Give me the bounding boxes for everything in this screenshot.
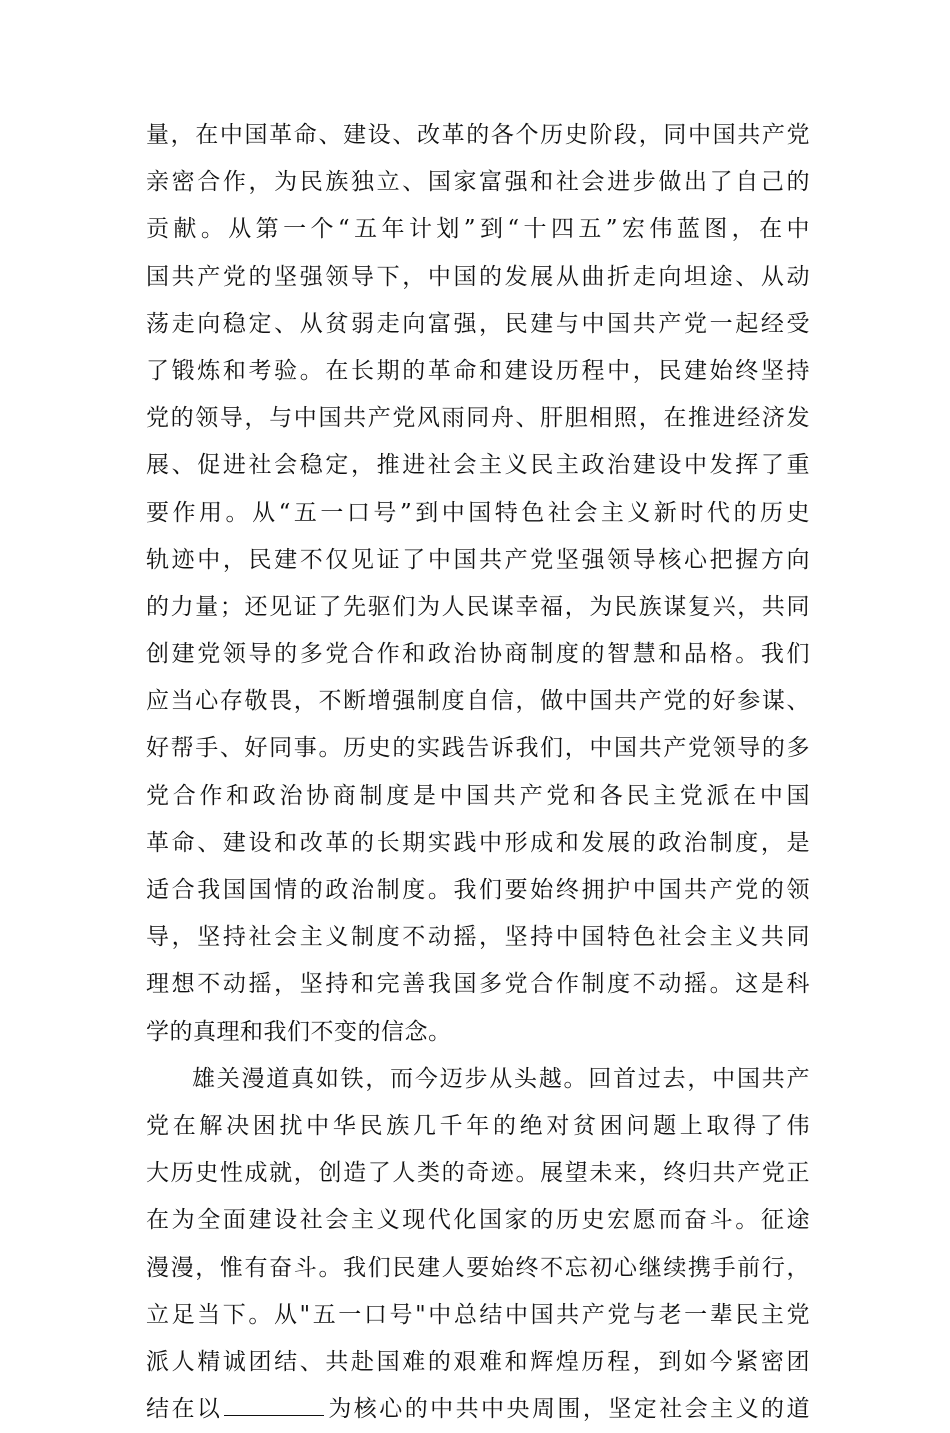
paragraph-line: 派人精诚团结、共赴国难的艰难和辉煌历程，到如今紧密团 — [146, 1348, 810, 1375]
paragraph-line: 党在解决困扰中华民族几千年的绝对贫困问题上取得了伟 — [146, 1112, 810, 1139]
document-body — [146, 112, 810, 1433]
paragraph-line: 雄关漫道真如铁，而今迈步从头越。回首过去，中国共产 — [192, 1065, 810, 1092]
paragraph-line: 革命、建设和改革的长期实践中形成和发展的政治制度，是 — [146, 829, 810, 856]
paragraph-line: 立足当下。从"五一口号"中总结中国共产党与老一辈民主党 — [146, 1301, 810, 1328]
paragraph-line: 党合作和政治协商制度是中国共产党和各民主党派在中国 — [146, 782, 810, 809]
paragraph-line: 应当心存敬畏，不断增强制度自信，做中国共产党的好参谋、 — [146, 688, 810, 715]
paragraph-line: 适合我国国情的政治制度。我们要始终拥护中国共产党的领 — [146, 877, 810, 903]
paragraph-line: 创建党领导的多党合作和政治协商制度的智慧和品格。我们 — [146, 641, 810, 668]
paragraph-line: 轨迹中，民建不仅见证了中国共产党坚强领导核心把握方向 — [146, 546, 810, 573]
paragraph-line: 漫漫，惟有奋斗。我们民建人要始终不忘初心继续携手前行， — [146, 1254, 810, 1281]
paragraph-line-with-blank — [146, 1386, 810, 1433]
paragraph-line: 的力量；还见证了先驱们为人民谋幸福，为民族谋复兴，共同 — [146, 593, 810, 620]
paragraph-line: 展、促进社会稳定，推进社会主义民主政治建设中发挥了重 — [146, 452, 810, 479]
paragraph-line: 量，在中国革命、建设、改革的各个历史阶段，同中国共产党 — [146, 122, 810, 148]
text-before-blank: 结在以 — [146, 1396, 223, 1423]
paragraph-line: 学的真理和我们不变的信念。 — [146, 1018, 452, 1045]
paragraph-line: 党的领导，与中国共产党风雨同舟、肝胆相照，在推进经济发 — [146, 405, 810, 432]
paragraph-line: 理想不动摇，坚持和完善我国多党合作制度不动摇。这是科 — [146, 971, 810, 998]
paragraph-line: 国共产党的坚强领导下，中国的发展从曲折走向坦途、从动 — [146, 263, 810, 290]
paragraph-line: 导，坚持社会主义制度不动摇，坚持中国特色社会主义共同 — [146, 924, 810, 951]
paragraph-line: 贡献。从第一个“五年计划”到“十四五”宏伟蓝图，在中 — [146, 216, 810, 243]
fill-in-blank — [224, 1414, 324, 1416]
paragraph-line: 亲密合作，为民族独立、国家富强和社会进步做出了自己的 — [146, 169, 810, 196]
paragraph-line: 在为全面建设社会主义现代化国家的历史宏愿而奋斗。征途 — [146, 1207, 810, 1234]
paragraph-line: 了锻炼和考验。在长期的革命和建设历程中，民建始终坚持 — [146, 357, 810, 384]
paragraph-line: 大历史性成就，创造了人类的奇迹。展望未来，终归共产党正 — [146, 1160, 810, 1187]
paragraph-1 — [146, 112, 810, 1056]
paragraph-line: 荡走向稳定、从贫弱走向富强，民建与中国共产党一起经受 — [146, 310, 810, 337]
paragraph-line: 好帮手、好同事。历史的实践告诉我们，中国共产党领导的多 — [146, 735, 810, 762]
text-after-blank: 为核心的中共中央周围，坚定社会主义的道 — [326, 1396, 811, 1423]
paragraph-line: 要作用。从“五一口号”到中国特色社会主义新时代的历史 — [146, 499, 810, 526]
paragraph-2 — [146, 1056, 810, 1433]
